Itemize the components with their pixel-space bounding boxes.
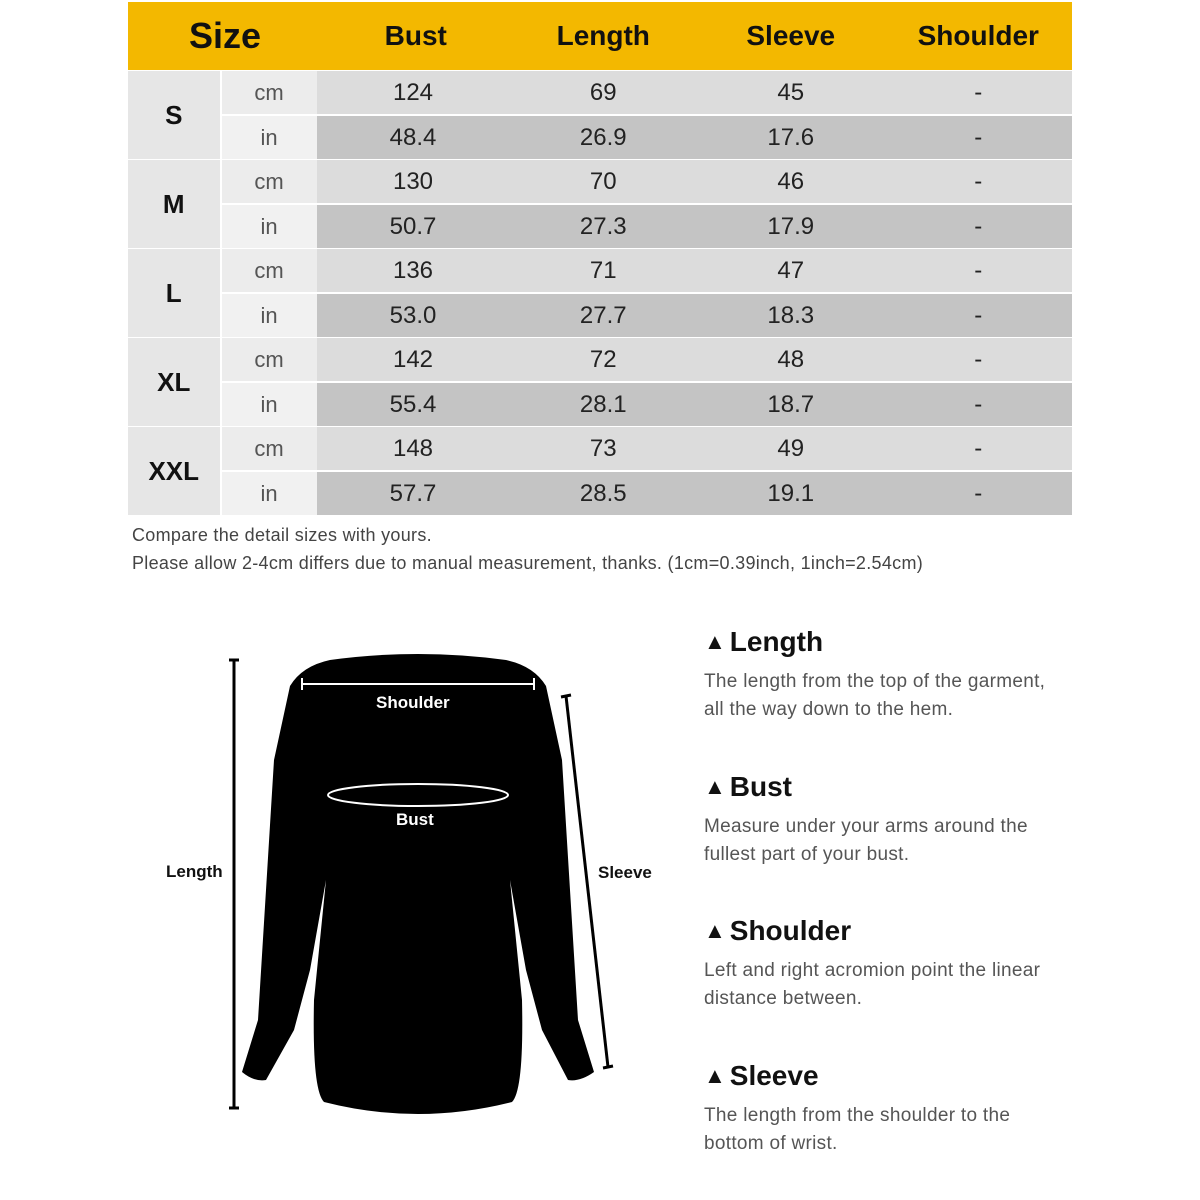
triangle-icon: ▲ — [704, 774, 726, 799]
unit-label: in — [220, 383, 317, 426]
sleeve-value: 47 — [777, 256, 805, 284]
sleeve-value: 19.1 — [767, 479, 815, 507]
triangle-icon: ▲ — [704, 1063, 726, 1088]
sleeve-value: 18.7 — [767, 390, 815, 418]
length-value: 26.9 — [579, 123, 627, 151]
size-label: L — [128, 249, 220, 337]
size-group-m — [128, 160, 1072, 248]
size-group-l — [128, 249, 1072, 337]
legend-title: Bust — [729, 771, 793, 802]
sleeve-label: Sleeve — [598, 863, 652, 882]
table-header — [128, 2, 1072, 70]
length-value: 27.3 — [579, 212, 627, 240]
length-value: 73 — [589, 434, 617, 462]
sleeve-value: 17.6 — [767, 123, 815, 151]
legend-shoulder — [704, 915, 1124, 1013]
shoulder-value: - — [974, 390, 983, 418]
legend-desc: Measure under your arms around the — [704, 816, 1028, 837]
table-row — [220, 114, 1073, 159]
table-row — [220, 470, 1073, 515]
table-row — [220, 71, 1073, 114]
garment-diagram — [150, 640, 690, 1140]
shoulder-value: - — [974, 301, 983, 329]
size-label: S — [128, 71, 220, 159]
legend-title: Sleeve — [729, 1060, 819, 1091]
length-value: 28.5 — [579, 479, 627, 507]
length-value: 72 — [589, 345, 617, 373]
size-table — [128, 2, 1072, 515]
length-value: 28.1 — [579, 390, 627, 418]
legend-title: Length — [729, 626, 824, 657]
size-group-xxl — [128, 427, 1072, 515]
sweater-shape — [242, 654, 594, 1114]
bust-label: Bust — [396, 810, 434, 829]
table-row — [220, 427, 1073, 470]
length-label: Length — [166, 862, 223, 881]
length-value: 27.7 — [579, 301, 627, 329]
unit-label: cm — [220, 249, 317, 292]
length-value: 69 — [589, 78, 617, 106]
bust-value: 148 — [392, 434, 434, 462]
unit-label: in — [220, 472, 317, 515]
note-compare: Compare the detail sizes with yours. — [132, 525, 432, 545]
sleeve-value: 46 — [777, 167, 805, 195]
bust-value: 48.4 — [389, 123, 437, 151]
size-label: XL — [128, 338, 220, 426]
bust-value: 53.0 — [389, 301, 437, 329]
shoulder-value: - — [974, 167, 983, 195]
size-header: Size — [188, 15, 262, 56]
unit-label: in — [220, 116, 317, 159]
sleeve-value: 17.9 — [767, 212, 815, 240]
unit-label: cm — [220, 427, 317, 470]
bust-value: 142 — [392, 345, 434, 373]
bust-header: Bust — [384, 20, 447, 51]
triangle-icon: ▲ — [704, 918, 726, 943]
size-group-xl — [128, 338, 1072, 426]
size-label: M — [128, 160, 220, 248]
legend-desc: The length from the top of the garment, — [704, 671, 1046, 692]
sleeve-value: 45 — [777, 78, 805, 106]
legend-desc: all the way down to the hem. — [704, 699, 954, 720]
table-row — [220, 292, 1073, 337]
sleeve-header: Sleeve — [746, 20, 836, 51]
legend-bust — [704, 771, 1124, 869]
legend-desc: fullest part of your bust. — [704, 844, 910, 865]
note-allowance: Please allow 2-4cm differs due to manual measurement, thanks. (1cm=0.39inch, 1inch=2.54cm) — [132, 553, 924, 573]
table-row — [220, 249, 1073, 292]
shoulder-value: - — [974, 123, 983, 151]
sleeve-value: 48 — [777, 345, 805, 373]
table-row — [220, 381, 1073, 426]
sleeve-value: 49 — [777, 434, 805, 462]
legend-desc: distance between. — [704, 988, 863, 1009]
size-group-s — [128, 71, 1072, 159]
length-value: 70 — [589, 167, 617, 195]
legend-desc: The length from the shoulder to the — [704, 1105, 1011, 1126]
shoulder-label: Shoulder — [376, 693, 450, 712]
triangle-icon: ▲ — [704, 629, 726, 654]
unit-label: cm — [220, 160, 317, 203]
unit-label: cm — [220, 338, 317, 381]
unit-label: in — [220, 205, 317, 248]
shoulder-value: - — [974, 78, 983, 106]
length-header: Length — [556, 20, 650, 51]
legend-desc: Left and right acromion point the linear — [704, 960, 1041, 981]
table-row — [220, 160, 1073, 203]
bust-value: 50.7 — [389, 212, 437, 240]
shoulder-value: - — [974, 212, 983, 240]
bust-value: 55.4 — [389, 390, 437, 418]
sleeve-value: 18.3 — [767, 301, 815, 329]
unit-label: cm — [220, 71, 317, 114]
bust-value: 130 — [392, 167, 434, 195]
unit-label: in — [220, 294, 317, 337]
garment-illustration — [150, 640, 690, 1140]
shoulder-value: - — [974, 479, 983, 507]
length-value: 71 — [589, 256, 617, 284]
shoulder-header: Shoulder — [917, 20, 1039, 51]
shoulder-value: - — [974, 345, 983, 373]
shoulder-value: - — [974, 434, 983, 462]
bust-value: 124 — [392, 78, 434, 106]
shoulder-value: - — [974, 256, 983, 284]
table-row — [220, 338, 1073, 381]
legend-length — [704, 626, 1124, 724]
bust-value: 136 — [392, 256, 434, 284]
legend-desc: bottom of wrist. — [704, 1133, 838, 1154]
size-label: XXL — [128, 427, 220, 515]
legend-sleeve — [704, 1060, 1124, 1158]
table-row — [220, 203, 1073, 248]
bust-value: 57.7 — [389, 479, 437, 507]
legend-title: Shoulder — [729, 915, 852, 946]
